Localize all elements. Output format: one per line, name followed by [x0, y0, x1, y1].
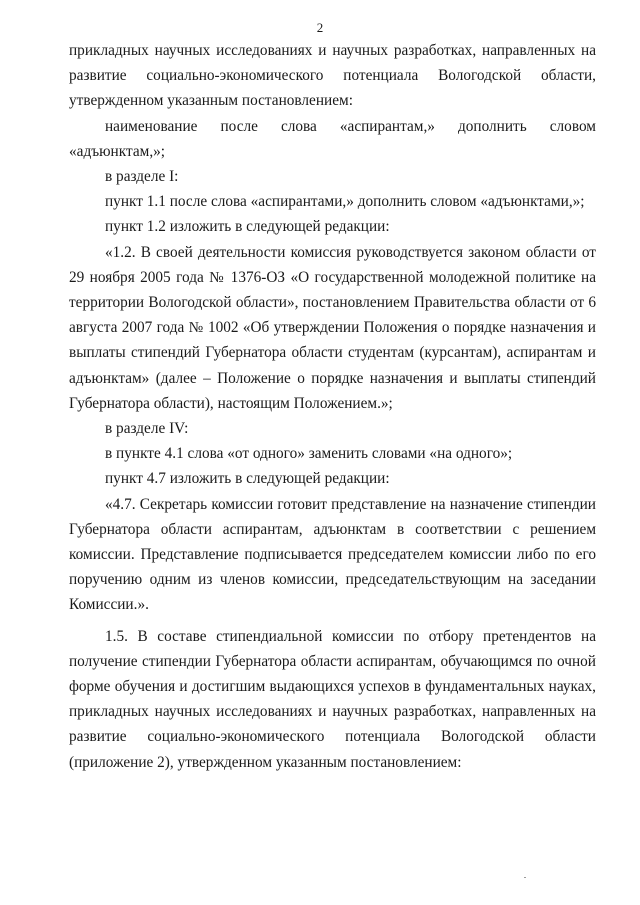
paragraph-clause-4-7-text: «4.7. Секретарь комиссии готовит представление на назначение стипендии Губернатора области аспирантам, адъюнктам в соответствии с решением комиссии. Представление подписывается председателем комиссии либо по его поручению одним из членов комиссии, председательствующим на заседании Комиссии.».: [69, 495, 596, 614]
paragraph-clause-4-1: в пункте 4.1 слова «от одного» заменить словами «на одного»;: [105, 445, 513, 463]
document-body: [69, 38, 596, 775]
paragraph-clause-1-1: пункт 1.1 после слова «аспирантами,» дополнить словом «адъюнктами,»;: [105, 193, 585, 211]
paragraph-clause-1-2-text: «1.2. В своей деятельности комиссия руководствуется законом области от 29 ноября 2005 года № 1376-ОЗ «О государственной молодежной политике на территории Вологодской области», постановлением Правительства области от 6 августа 2007 года № 1002 «Об утверждении Положения о порядке назначения и выплаты стипендий Губернатора области студентам (курсантам), аспирантам и адъюнктам» (далее – Положение о порядке назначения и выплаты стипендий Губернатора области), настоящим Положением.»;: [69, 243, 596, 412]
paragraph-section-1: в разделе I:: [105, 168, 179, 186]
paragraph-clause-1-2-intro: пункт 1.2 изложить в следующей редакции:: [105, 218, 390, 236]
scan-speck: [524, 877, 526, 878]
paragraph-section-4: в разделе IV:: [105, 420, 189, 438]
paragraph-clause-4-7-intro: пункт 4.7 изложить в следующей редакции:: [105, 470, 390, 488]
paragraph-continuation: прикладных научных исследованиях и научных разработках, направленных на развитие социально-экономического потенциала Вологодской области, утвержденном указанным постановлением:: [69, 42, 596, 110]
page-number: 2: [316, 20, 324, 35]
paragraph-item-1-5: 1.5. В составе стипендиальной комиссии по отбору претендентов на получение стипендии Губернатора области аспирантам, обучающимся по очной форме обучения и достигшим выдающихся успехов в фундаментальных науках, прикладных научных исследованиях и научных разработках, направленных на развитие социально-экономического потенциала Вологодской области (приложение 2), утвержденном указанным постановлением:: [69, 627, 596, 771]
paragraph-title-amendment: наименование после слова «аспирантам,» дополнить словом «адъюнктам,»;: [69, 117, 596, 160]
